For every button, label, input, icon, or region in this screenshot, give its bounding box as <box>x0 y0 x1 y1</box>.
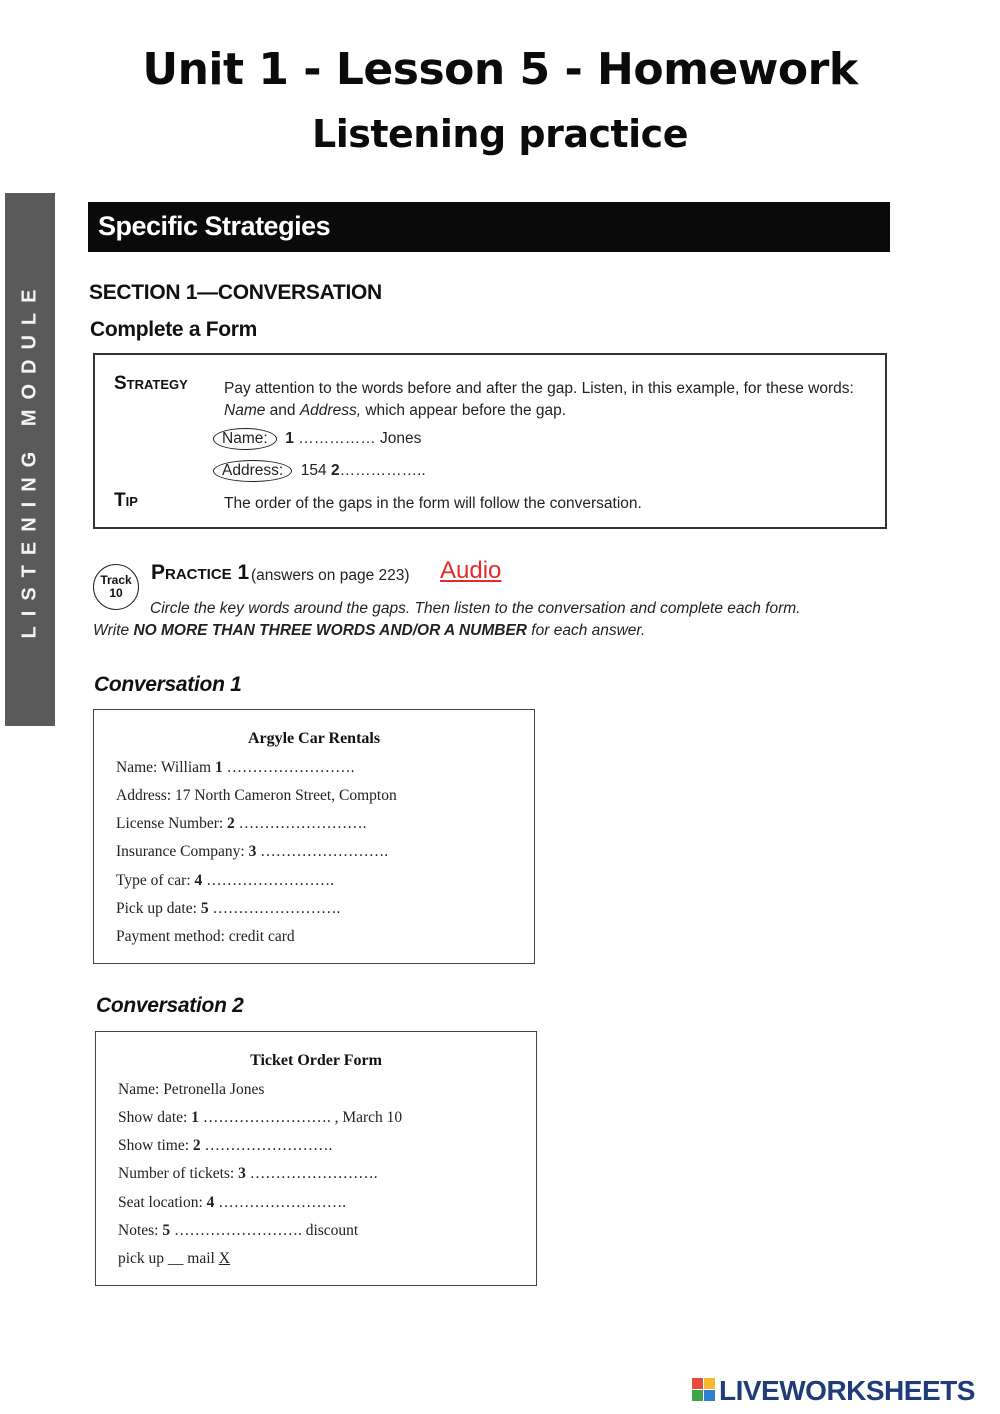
practice-answers-note: (answers on page 223) <box>251 567 410 584</box>
logo-text: LIVEWORKSHEETS <box>719 1375 975 1406</box>
pickup-mail-line: pick up __ mail X <box>118 1250 230 1267</box>
form-title: Argyle Car Rentals <box>247 730 381 747</box>
instruction-line-1: Circle the key words around the gaps. Then listen to the conversation and complete each form. <box>150 600 801 617</box>
example2-pre: 154 <box>300 462 331 479</box>
example-row-1 <box>213 428 421 450</box>
form-line: Pick up date: 5 ……………………. <box>116 900 341 917</box>
instruction-bold: NO MORE THAN THREE WORDS AND/OR A NUMBER <box>133 622 527 639</box>
word-name: Name <box>224 402 266 419</box>
side-tab-label: LISTENING MODULE <box>18 279 41 639</box>
practice-label: Practice 1 <box>151 561 250 584</box>
ticket-order-form <box>95 1031 537 1286</box>
form-line: Address: 17 North Cameron Street, Compton <box>116 787 397 804</box>
banner-label: Specific Strategies <box>98 211 331 241</box>
strategy-text-pre: Pay attention to the words before and after the gap. Listen, in this example, for these words: <box>224 380 854 397</box>
instruction-line-2 <box>93 622 645 640</box>
tip-label: Tip <box>114 490 138 511</box>
track-label: Track <box>100 573 132 587</box>
form-line: Notes: 5 ……………………. discount <box>118 1222 359 1239</box>
section-heading: SECTION 1—CONVERSATION <box>89 281 382 304</box>
example1-rest: …………… Jones <box>293 430 422 447</box>
form-line: Show date: 1 ……………………. , March 10 <box>118 1109 403 1126</box>
conversation-2-title: Conversation 2 <box>96 994 244 1017</box>
form-line: Show time: 2 ……………………. <box>118 1137 333 1154</box>
section-subheading: Complete a Form <box>90 318 258 341</box>
form-line: Name: William 1 ……………………. <box>116 759 355 776</box>
example-row-2 <box>213 460 426 482</box>
form-title: Ticket Order Form <box>250 1052 382 1069</box>
listening-module-side-tab <box>5 193 55 726</box>
conversation-1-title: Conversation 1 <box>94 673 242 696</box>
argyle-car-rentals-form <box>93 709 535 964</box>
form-line: Payment method: credit card <box>116 928 295 945</box>
strategy-text-post: which appear before the gap. <box>361 402 567 419</box>
form-line: Name: Petronella Jones <box>118 1081 265 1098</box>
page-subtitle: Listening practice <box>312 112 688 156</box>
audio-link[interactable]: Audio <box>440 557 502 584</box>
example1-number: 1 <box>285 430 294 447</box>
strategy-label: Strategy <box>114 373 188 394</box>
form-line: Number of tickets: 3 ……………………. <box>118 1165 378 1182</box>
form-line: Type of car: 4 ……………………. <box>116 872 335 889</box>
form-line: Seat location: 4 ……………………. <box>118 1194 347 1211</box>
example2-rest: …………….. <box>339 462 426 479</box>
tip-text: The order of the gaps in the form will follow the conversation. <box>224 495 642 512</box>
instruction-post: for each answer. <box>527 622 646 639</box>
strategy-text <box>224 378 874 422</box>
track-icon <box>93 564 139 610</box>
strategy-text-and: and <box>265 402 300 419</box>
circled-name-label: Name: <box>213 428 277 450</box>
page-title: Unit 1 - Lesson 5 - Homework <box>142 44 858 95</box>
track-number: 10 <box>109 586 123 600</box>
mail-mark: X <box>218 1250 230 1267</box>
logo-icon <box>692 1378 716 1402</box>
word-address: Address, <box>299 402 362 419</box>
circled-address-label: Address: <box>213 460 292 482</box>
form-line: Insurance Company: 3 ……………………. <box>116 843 389 860</box>
form-line: License Number: 2 ……………………. <box>116 815 367 832</box>
example2-number: 2 <box>330 462 340 479</box>
specific-strategies-banner <box>88 202 890 252</box>
instruction-pre: Write <box>93 622 134 639</box>
